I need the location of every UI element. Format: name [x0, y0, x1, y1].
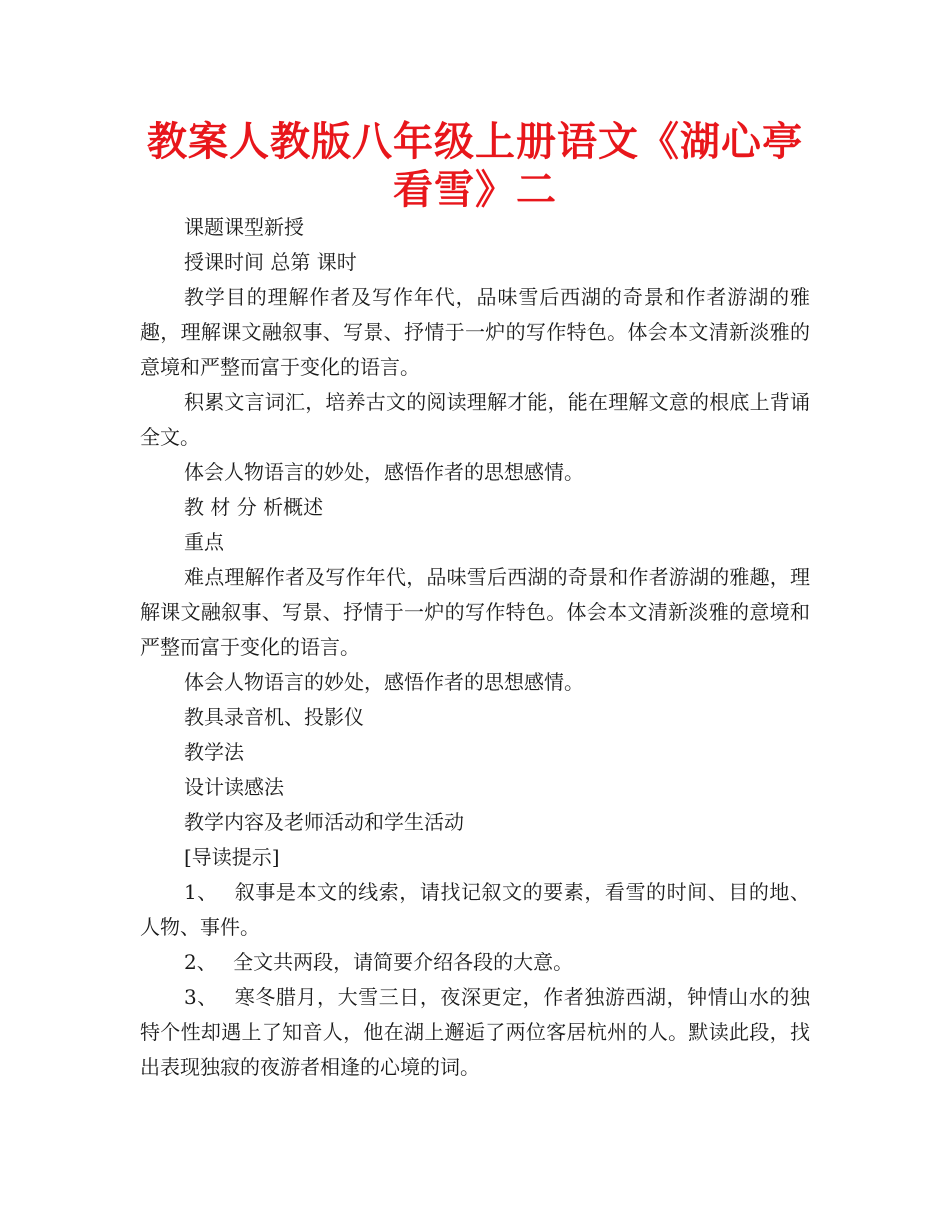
- paragraph-teaching-aids: 教具录音机、投影仪: [184, 705, 364, 729]
- list-item-2: 2、 全文共两段，请简要介绍各段的大意。: [184, 950, 574, 974]
- document-title: 教案人教版八年级上册语文《湖心亭看雪》二: [147, 119, 803, 213]
- paragraph-teaching-method: 教学法: [184, 740, 244, 764]
- paragraph-material-analysis: 教 材 分 析概述: [184, 495, 324, 519]
- document-body: [140, 210, 810, 1085]
- list-item-1: 1、 叙事是本文的线索，请找记叙文的要素，看雪的时间、目的地、人物、事件。: [140, 880, 810, 939]
- paragraph-lesson-time: 授课时间 总第 课时: [184, 250, 357, 274]
- paragraph-vocabulary: 积累文言词汇，培养古文的阅读理解才能，能在理解文意的根底上背诵全文。: [140, 390, 810, 449]
- paragraph-difficulties: 难点理解作者及写作年代，品味雪后西湖的奇景和作者游湖的雅趣，理解课文融叙事、写景、抒情于一炉的写作特色。体会本文清新淡雅的意境和严整而富于变化的语言。: [140, 565, 810, 659]
- paragraph-lesson-type: 课题课型新授: [184, 215, 304, 239]
- paragraph-language-appreciation: 体会人物语言的妙处，感悟作者的思想感情。: [184, 460, 584, 484]
- paragraph-reading-tips: [导读提示]: [184, 845, 280, 869]
- list-item-3: 3、 寒冬腊月，大雪三日，夜深更定，作者独游西湖，钟情山水的独特个性却遇上了知音人，他在湖上邂逅了两位客居杭州的人。默读此段，找出表现独寂的夜游者相逢的心境的词。: [140, 985, 810, 1079]
- paragraph-teaching-goal: 教学目的理解作者及写作年代，品味雪后西湖的奇景和作者游湖的雅趣，理解课文融叙事、写景、抒情于一炉的写作特色。体会本文清新淡雅的意境和严整而富于变化的语言。: [140, 285, 810, 379]
- paragraph-teaching-content: 教学内容及老师活动和学生活动: [184, 810, 464, 834]
- paragraph-language-appreciation-2: 体会人物语言的妙处，感悟作者的思想感情。: [184, 670, 584, 694]
- paragraph-key-points: 重点: [184, 530, 224, 554]
- paragraph-design: 设计读感法: [184, 775, 284, 799]
